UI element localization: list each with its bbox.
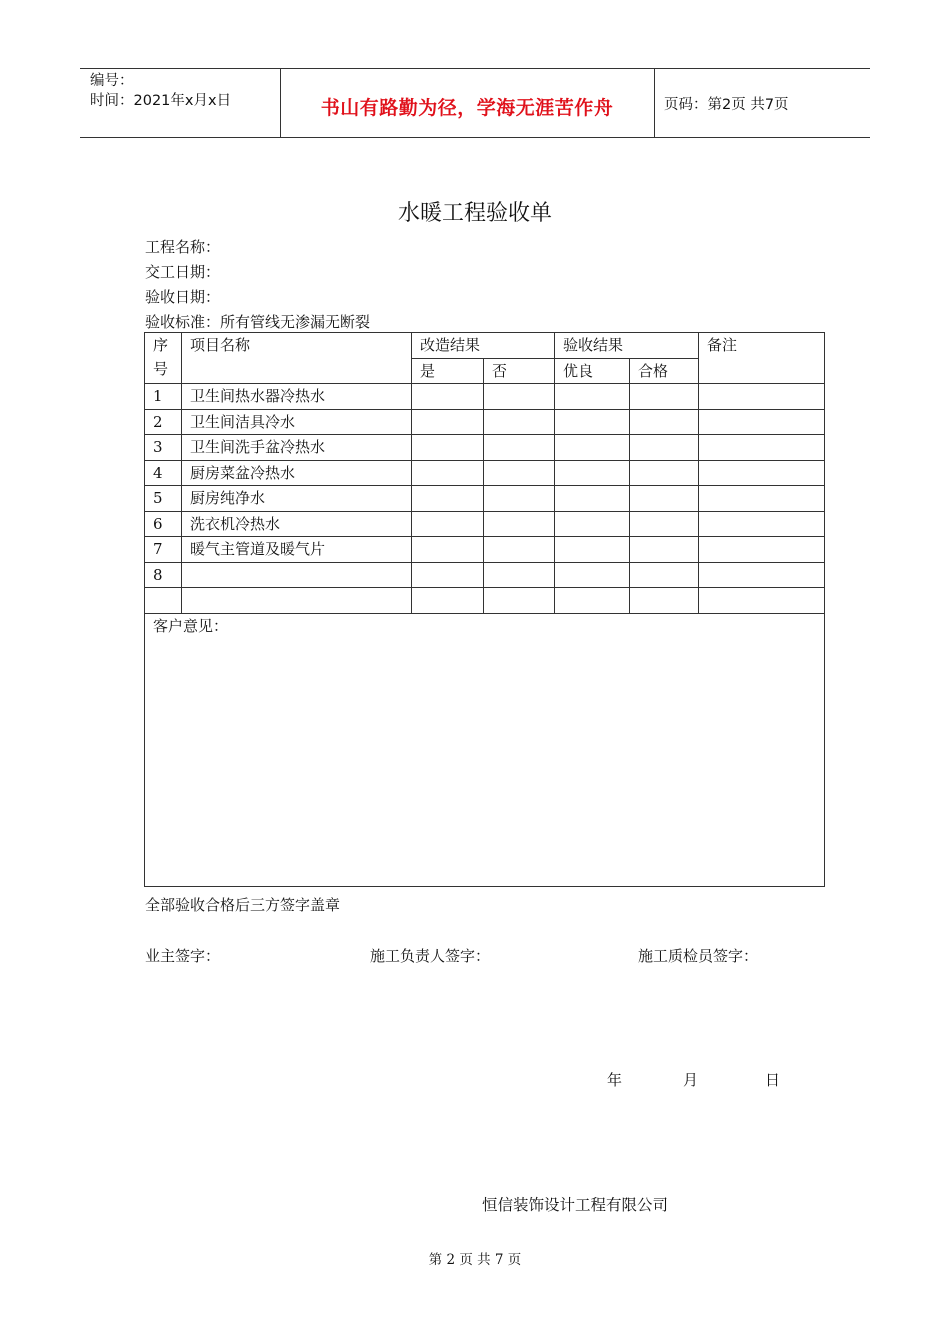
table-row: 3 卫生间洗手盆冷热水 xyxy=(145,435,825,461)
table-row: 6 洗衣机冷热水 xyxy=(145,511,825,537)
header-left xyxy=(90,71,231,111)
construction-lead-signature: 施工负责人签字： xyxy=(370,947,491,965)
acceptance-date-field: 验收日期： xyxy=(145,288,221,306)
handover-date-field: 交工日期： xyxy=(145,263,221,281)
table-row xyxy=(145,588,825,614)
date-day: 日 xyxy=(765,1071,781,1089)
header-motto: 书山有路勤为径，学海无涯苦作舟 xyxy=(320,97,614,119)
header-item: 项目名称 xyxy=(182,333,412,384)
header-no: 否 xyxy=(484,358,555,384)
header-yes: 是 xyxy=(412,358,484,384)
owner-signature: 业主签字： xyxy=(145,947,221,965)
table-row: 8 xyxy=(145,562,825,588)
project-name-field: 工程名称： xyxy=(145,238,221,256)
header-page-info: 页码：第2页 共7页 xyxy=(664,97,789,113)
table-row: 4 厨房菜盆冷热水 xyxy=(145,460,825,486)
page-footer: 第 2 页 共 7 页 xyxy=(428,1252,522,1268)
header-remark: 备注 xyxy=(699,333,825,384)
header-divider xyxy=(654,69,655,137)
table-header-row xyxy=(145,333,825,359)
customer-opinion-row xyxy=(145,613,825,886)
header-pass: 合格 xyxy=(630,358,699,384)
acceptance-standard: 验收标准：所有管线无渗漏无断裂 xyxy=(145,313,371,331)
acceptance-table xyxy=(144,332,825,887)
table-row: 1 卫生间热水器冷热水 xyxy=(145,384,825,410)
header-modify-result: 改造结果 xyxy=(412,333,555,359)
time-label: 时间：2021年x月x日 xyxy=(90,93,232,109)
customer-opinion: 客户意见： xyxy=(145,613,825,886)
date-year: 年 xyxy=(607,1071,623,1089)
header-seq: 序 号 xyxy=(145,333,182,384)
table-row: 2 卫生间洁具冷水 xyxy=(145,409,825,435)
sign-note: 全部验收合格后三方签字盖章 xyxy=(145,896,341,914)
date-month: 月 xyxy=(683,1071,699,1089)
page-header xyxy=(80,68,870,138)
table-row: 7 暖气主管道及暖气片 xyxy=(145,537,825,563)
table-row: 5 厨房纯净水 xyxy=(145,486,825,512)
document-title: 水暖工程验收单 xyxy=(397,201,552,226)
header-accept-result: 验收结果 xyxy=(555,333,699,359)
qc-inspector-signature: 施工质检员签字： xyxy=(638,947,759,965)
number-label: 编号： xyxy=(90,73,134,89)
company-name: 恒信装饰设计工程有限公司 xyxy=(482,1196,669,1214)
header-excellent: 优良 xyxy=(555,358,630,384)
